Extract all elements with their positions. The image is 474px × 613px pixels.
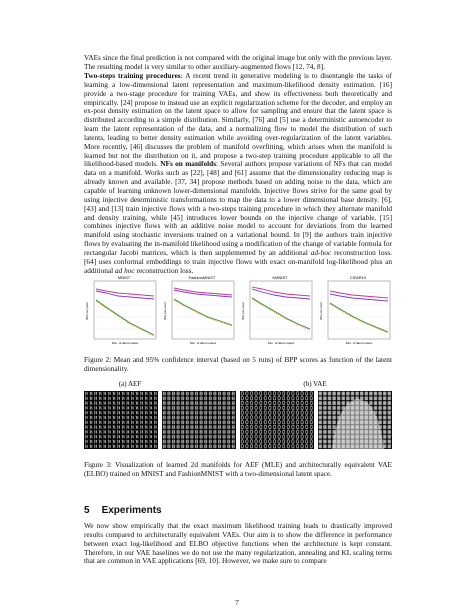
vae-mnist-manifold-image	[240, 391, 314, 449]
vae-fashionmnist-manifold-image	[318, 391, 392, 449]
two-step-heading: Two-steps training procedures	[84, 71, 181, 80]
paragraph-vae-aux	[84, 54, 392, 72]
section-number: 5	[84, 505, 90, 516]
figure-3a-label: (a) AEF	[118, 380, 142, 388]
aef-mnist-manifold-image	[84, 391, 158, 449]
figure-2-panel-fashionmnist	[162, 273, 236, 347]
text-line: layer. The resulting model is very similar to other auxiliary-augmented flows [12, 74, 8].	[84, 53, 392, 71]
figure-2-caption: Figure 2: Mean and 95% confidence interval (based on 5 runs) of BPP scores as function of the latent dimensionality.	[84, 355, 392, 373]
nf-text-a: : Several authors propose variations of NFs that can model data on a manifold. Works such as [22], [48] and [61] assume that the dimensionality reducing map is already known and available. [37, 34] propose methods based on adding noise to the data, which are capable of learning unknown lower-dimensional manifolds. Injective flows strive for the same goal by using injective deterministic transformations to map the data to a lower dimensional base density. [6], [43] and [13] train injective flows with a two-steps training procedure in which they alternate manifold and density training, while [45] introduces lower bounds on the injective change of variable. [15] combines injective flows with an additive noise model to account for deviations from the learned manifold using stochastic inversions trained on a variational bound. In [9] the authors train injective flows by evaluating the in-manifold likelihood using a modification of the change of variable formula for rectangular Jacobi matrices, which is then supplemented by an additional	[84, 159, 392, 257]
figure-2-panel-mnist	[84, 273, 158, 347]
bpp-plot	[84, 273, 158, 347]
x-axis-label: Dim. of latent space	[189, 341, 217, 345]
figure-2	[84, 273, 392, 351]
figure-3-caption: Figure 3: Visualization of learned 2d manifolds for AEF (MLE) and architecturally equivalent VAE (ELBO) trained on MNIST and FashionMNIST with a two-dimensional latent space.	[84, 460, 392, 478]
nf-heading: NFs on manifolds	[160, 159, 217, 169]
bpp-plot	[240, 273, 314, 347]
nf-text-c: reconstruction loss.	[134, 265, 194, 275]
x-axis-label: Dim. of latent space	[267, 341, 295, 345]
text-line: VAEs since the final prediction is not compared with the original image but only with the previous	[84, 53, 374, 62]
y-axis-label: Bits per pixel	[319, 302, 323, 320]
bpp-plot	[162, 273, 236, 347]
y-axis-label: Bits per pixel	[241, 302, 245, 320]
y-axis-label: Bits per pixel	[85, 302, 89, 320]
section-heading	[84, 505, 162, 516]
section-title: Experiments	[101, 505, 162, 516]
panel-title: KMNIST	[272, 275, 288, 280]
nf-adhoc-2: ad hoc	[115, 265, 135, 275]
nf-adhoc-1: ad-hoc	[310, 247, 332, 257]
figure-2-panel-kmnist	[240, 273, 314, 347]
page-number: 7	[235, 598, 239, 607]
panel-title: CIFAR10	[349, 275, 367, 280]
bpp-plot	[318, 273, 392, 347]
nf-text-b: reconstruction loss. [64] uses conformal embeddings to train injective flows with exact on-manifold log-likelihood plus an additional	[84, 247, 392, 275]
panel-title: MNIST	[117, 275, 131, 280]
y-axis-label: Bits per pixel	[163, 302, 167, 320]
figure-2-panel-cifar10	[318, 273, 392, 347]
figure-3b-label: (b) VAE	[303, 380, 327, 388]
x-axis-label: Dim. of latent space	[345, 341, 373, 345]
paragraph-two-step	[84, 72, 392, 275]
panel-title: FashionMNIST	[188, 275, 216, 280]
two-step-text: : A recent trend in generative modeling is to disentangle the tasks of learning a low-dimensional latent representation and maximum-likelihood density estimation. [16] provide a two-stage procedure for training VAEs, and show its effectiveness both theoretically and empirically. [24] propose to instead use an explicit regularization scheme for the decoder, and employ an ex-post density estimation on the latent space to allow for sampling and ensure that the latent space is distributed according to a simple distribution. Similarly, [76] and [5] use a deterministic autoencoder to learn the latent representation of the data, and a normalizing flow to model the distribution of such latents, leading to better density estimation while avoiding over-regularization of the latent variables. More recently, [46] discusses the problem of manifold overfitting, which arises when the manifold is learned but not the distribution on it, and propose a two-step training procedure applicable to all the likelihood-based models.	[84, 71, 392, 169]
x-axis-label: Dim. of latent space	[111, 341, 139, 345]
aef-fashionmnist-manifold-image	[162, 391, 236, 449]
paragraph-experiments: We now show empirically that the exact maximum likelihood training leads to drastically improved results compared to architecturally equivalent VAEs. Our aim is to show the difference in performance between exact log-likelihood and ELBO objective functions when the architecture is kept constant. Therefore, in our VAE baselines we do not use the many regularization, annealing and KL scaling terms that are common in VAE applications [69, 10]. However, we make sure to compare	[84, 521, 392, 566]
